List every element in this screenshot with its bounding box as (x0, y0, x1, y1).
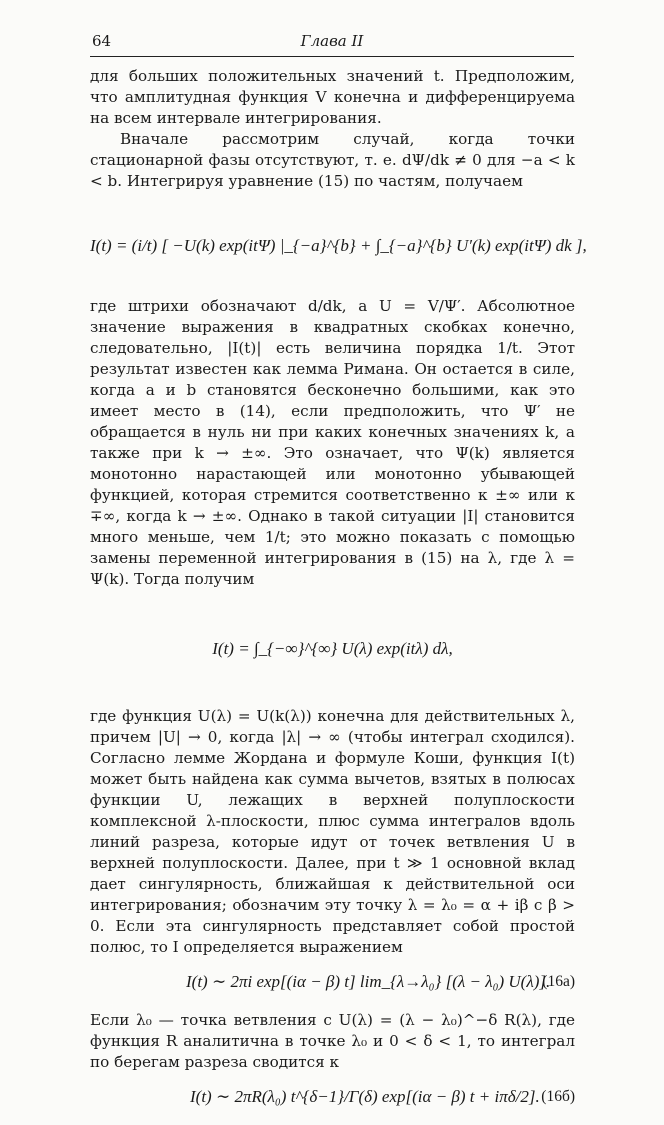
equation-16b (90, 1077, 575, 1117)
equation: I(t) = (i/t) [ −U(k) exp(itΨ) |_{−a}^{b} + ∫_{−a}^{b} U′(k) exp(itΨ) dk ], (90, 236, 587, 255)
equation-body: I(t) ∼ 2πi exp[(iα − β) t] lim_{λ→λ₀} [(λ − λ₀) U(λ)]. (186, 972, 551, 991)
chapter-title: Глава II (300, 32, 364, 50)
equation-number: (16б) (541, 1088, 575, 1105)
equation: I(t) = ∫_{−∞}^{∞} U(λ) exp(itλ) dλ, (212, 639, 453, 658)
paragraph: Вначале рассмотрим случай, когда точки стационарной фазы отсутствуют, т. е. dΨ/dk ≠ 0 для −a < k < b. Интегрируя уравнение (15) по частям, получаем (90, 130, 575, 190)
paragraph: Если λ₀ — точка ветвления с U(λ) = (λ − λ₀)^−δ R(λ), где функция R аналитична в точке λ₀ и 0 < δ < 1, то интеграл по берегам разреза сводится к (90, 1011, 575, 1071)
paragraph: где штрихи обозначают d/dk, а U = V/Ψ′. Абсолютное значение выражения в квадратных скобках конечно, следовательно, |I(t)| есть величина порядка 1/t. Этот результат известен как лемма Римана. Он остается в силе, когда a и b становятся бесконечно большими, как это имеет место в (14), если предположить, что Ψ′ не обращается в нуль ни при каких конечных значениях k, а также при k → ±∞. Это означает, что Ψ(k) является монотонно нарастающей или монотонно убывающей функцией, которая стремится соответственно к ±∞ или к ∓∞, когда k → ±∞. Однако в такой ситуации |I| становится много меньше, чем 1/t; это можно показать с помощью замены переменной интегрирования в (15) на λ, где λ = Ψ(k). Тогда получим (90, 297, 575, 588)
equation-body: I(t) ∼ 2πR(λ₀) t^{δ−1}/Γ(δ) exp[(iα − β) t + iπδ/2]. (190, 1087, 540, 1106)
page-number: 64 (92, 32, 112, 50)
page-body (90, 66, 587, 1125)
header-rule (90, 56, 574, 57)
paragraph: для больших положительных значений t. Предположим, что амплитудная функция V конечна и дифференцируема на всем интервале интегрирования. (90, 67, 575, 127)
paragraph: где функция U(λ) = U(k(λ)) конечна для действительных λ, причем |U| → 0, когда |λ| → ∞ (чтобы интеграл сходился). Согласно лемме Жордана и формуле Коши, функция I(t) может быть найдена как сумма вычетов, взятых в полюсах функции U, лежащих в верхней полуплоскости комплексной λ-плоскости, плюс сумма интегралов вдоль линий разреза, которые идут от точек ветвления U в верхней полуплоскости. Далее, при t ≫ 1 основной вклад дает сингулярность, ближайшая к действительной оси интегрирования; обозначим эту точку λ = λ₀ = α + iβ с β > 0. Если эта сингулярность представляет собой простой полюс, то I определяется выражением (90, 707, 575, 956)
equation-number: (16a) (542, 973, 575, 990)
running-header (92, 30, 572, 54)
equation-16a (90, 962, 575, 1002)
